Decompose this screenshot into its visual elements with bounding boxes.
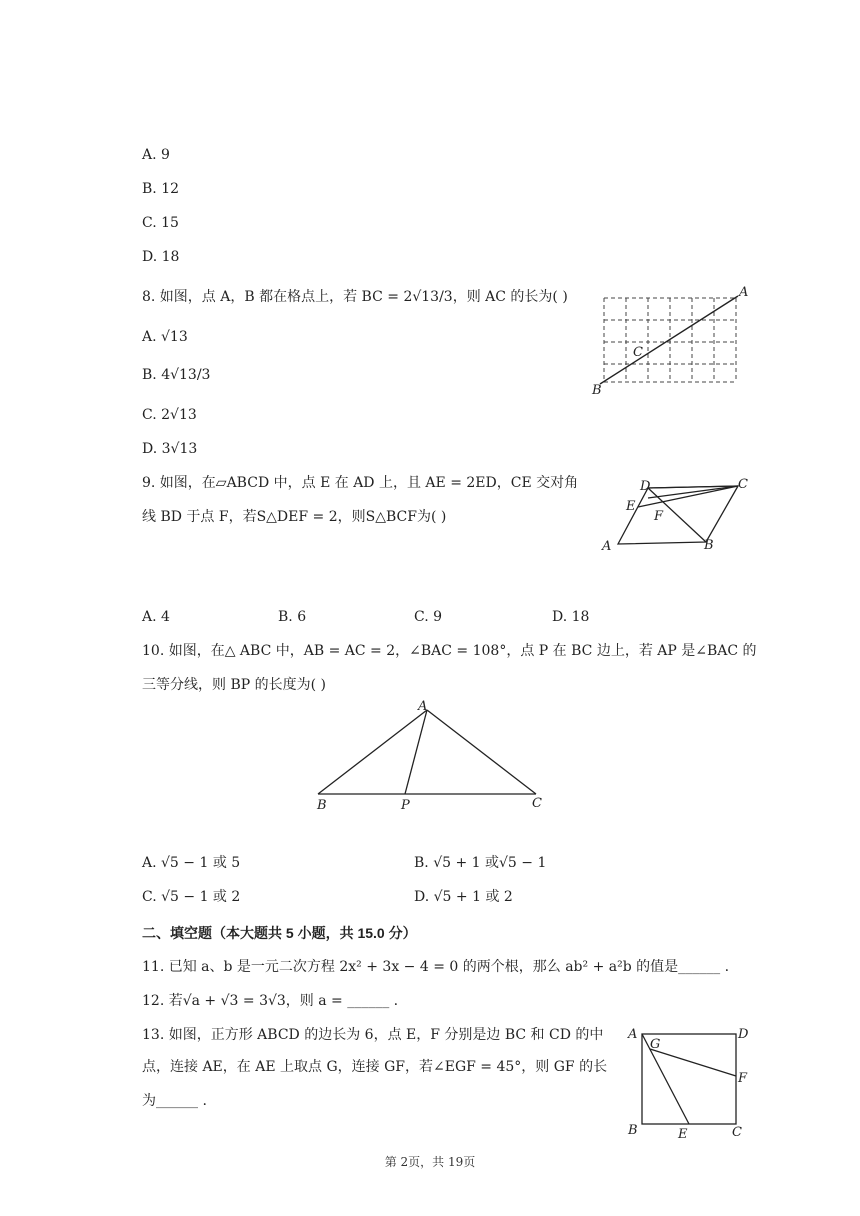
q10-label-c: C <box>532 796 542 811</box>
q9-label-b: B <box>704 538 714 553</box>
q9-label-c: C <box>738 477 748 492</box>
q9-label-e: E <box>626 499 636 514</box>
q8-option-a: A. √13 <box>142 329 188 345</box>
q8-label-b: B <box>592 383 602 398</box>
q11-stem: 11. 已知 a、b 是一元二次方程 2x² + 3x − 4 = 0 的两个根，那么 ab² + a²b 的值是______ . <box>142 959 730 975</box>
q13-label-d: D <box>738 1027 749 1042</box>
q9-stem-line1: 9. 如图，在▱ABCD 中，点 E 在 AD 上，且 AE = 2ED，CE 交对角 <box>142 475 579 491</box>
q10-side-ac <box>427 710 536 794</box>
q8-segment-ab <box>600 296 738 384</box>
q13-stem-line2: 点，连接 AE，在 AE 上取点 G，连接 GF，若∠EGF = 45°，则 GF 的长 <box>142 1059 608 1075</box>
q9-label-d: D <box>640 479 651 494</box>
q13-label-a: A <box>628 1027 638 1042</box>
section-heading-fill-in: 二、填空题（本大题共 5 小题，共 15.0 分） <box>142 925 417 941</box>
q8-option-c: C. 2√13 <box>142 407 197 423</box>
q10-label-b: B <box>317 798 327 813</box>
q7-option-a: A. 9 <box>142 147 170 163</box>
q9-option-b: B. 6 <box>278 609 307 625</box>
q10-option-a: A. √5 − 1 或 5 <box>142 855 241 871</box>
q10-option-c: C. √5 − 1 或 2 <box>142 889 241 905</box>
q7-option-b: B. 12 <box>142 181 180 197</box>
q9-option-d: D. 18 <box>552 609 590 625</box>
q9-option-c: C. 9 <box>414 609 443 625</box>
q10-side-ab <box>318 710 427 794</box>
q8-label-a: A <box>739 285 749 300</box>
q8-option-d: D. 3√13 <box>142 441 198 457</box>
q9-parallelogram-figure <box>592 472 762 562</box>
q10-option-d: D. √5 + 1 或 2 <box>414 889 513 905</box>
q9-label-f: F <box>654 509 664 524</box>
q10-triangle-figure <box>308 696 558 814</box>
q10-option-b: B. √5 + 1 或√5 − 1 <box>414 855 547 871</box>
q13-segment-gf <box>650 1049 736 1076</box>
q9-label-a: A <box>602 539 612 554</box>
q9-option-a: A. 4 <box>142 609 170 625</box>
q13-label-g: G <box>650 1037 661 1052</box>
q10-stem-line2: 三等分线，则 BP 的长度为( ) <box>142 677 326 693</box>
page-footer: 第 2页，共 19页 <box>384 1155 476 1169</box>
q10-stem-line1: 10. 如图，在△ ABC 中，AB = AC = 2，∠BAC = 108°，点 P 在 BC 边上，若 AP 是∠BAC 的 <box>142 643 757 659</box>
q13-label-c: C <box>732 1125 742 1140</box>
q9-parallelogram <box>618 486 738 544</box>
q8-label-c: C <box>633 345 643 360</box>
q7-option-c: C. 15 <box>142 215 179 231</box>
q10-segment-ap <box>405 710 427 794</box>
q9-segment-ce <box>638 486 738 507</box>
q13-label-f: F <box>738 1071 748 1086</box>
q8-option-b: B. 4√13/3 <box>142 367 211 383</box>
q9-stem-line2: 线 BD 于点 F，若S△DEF = 2，则S△BCF为( ) <box>142 509 447 525</box>
q13-stem-line1: 13. 如图，正方形 ABCD 的边长为 6，点 E，F 分别是边 BC 和 CD 的中 <box>142 1027 604 1043</box>
q8-grid-figure <box>588 282 758 400</box>
q10-label-p: P <box>401 798 410 813</box>
q13-label-b: B <box>628 1123 638 1138</box>
q7-option-d: D. 18 <box>142 249 180 265</box>
q12-stem: 12. 若√a + √3 = 3√3，则 a = ______ . <box>142 993 399 1009</box>
q13-stem-line3: 为______ . <box>142 1093 207 1109</box>
q13-label-e: E <box>678 1127 688 1142</box>
q10-label-a: A <box>418 699 428 714</box>
q13-square-figure <box>622 1018 756 1144</box>
q8-stem: 8. 如图，点 A，B 都在格点上，若 BC = 2√13/3，则 AC 的长为( ) <box>142 289 568 305</box>
